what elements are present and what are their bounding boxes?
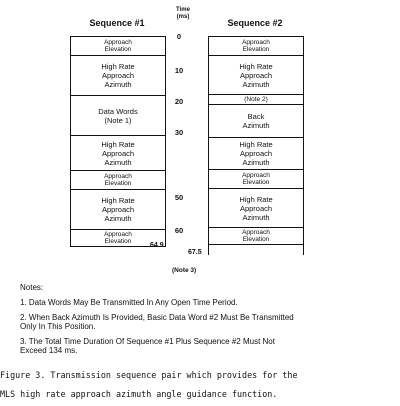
time-tick-30: 30 xyxy=(174,128,184,137)
segment-label-line: Approach xyxy=(101,205,135,214)
segment-label-line: (Note 2) xyxy=(244,95,268,103)
sequence-2-title: Sequence #2 xyxy=(227,18,283,28)
sequence-1-end-time: 64.9 xyxy=(150,242,164,249)
segment-label-line: Back xyxy=(247,112,265,121)
segment-label-line: Approach xyxy=(242,228,270,236)
seq1-segment-label xyxy=(101,196,134,223)
segment-label-line: Azimuth xyxy=(242,212,270,222)
segment-label-line: Azimuth xyxy=(242,158,270,167)
segment-label-line: High Rate xyxy=(239,194,273,204)
segment-label-line: Approach xyxy=(104,230,132,238)
time-unit: (ms) xyxy=(176,14,190,20)
time-tick-60: 60 xyxy=(174,226,184,235)
segment-label-line: Elevation xyxy=(104,238,132,245)
sequence-1-title: Sequence #1 xyxy=(89,18,145,28)
seq2-segment xyxy=(209,94,303,104)
seq1-segment-label xyxy=(101,140,134,167)
seq1-segment-label xyxy=(98,107,137,125)
segment-label-line: Azimuth xyxy=(242,79,270,89)
segment-label-line: Approach xyxy=(101,71,135,80)
segment-label-line: High Rate xyxy=(239,61,273,71)
segment-label-line: (Note 1) xyxy=(104,115,132,125)
seq1-segment xyxy=(71,135,165,170)
segment-label-line: Elevation xyxy=(104,46,132,53)
note-1: 1. Data Words May Be Transmitted In Any Open Time Period. xyxy=(20,298,238,307)
segment-label-line: Data Words xyxy=(98,106,138,116)
segment-label-line: Azimuth xyxy=(104,214,132,223)
segment-label-line: High Rate xyxy=(101,62,135,71)
seq1-segment xyxy=(71,95,165,135)
seq2-segment-label xyxy=(242,229,270,244)
time-label: Time xyxy=(176,7,190,13)
segment-label-line: Approach xyxy=(101,148,135,158)
segment-label-line: Approach xyxy=(242,38,270,46)
seq2-segment xyxy=(209,36,303,55)
segment-label-line: Elevation xyxy=(104,180,132,187)
figure-caption-line-2: MLS high rate approach azimuth angle guidance function. xyxy=(0,389,278,399)
segment-label-line: Approach xyxy=(239,203,273,213)
segment-label-line: Approach xyxy=(104,172,132,180)
segment-label-line: Approach xyxy=(242,171,270,179)
seq1-segment-label xyxy=(104,231,132,246)
time-axis-label xyxy=(168,7,198,21)
seq2-segment xyxy=(209,169,303,188)
segment-label-line: Approach xyxy=(239,149,273,158)
seq2-segment xyxy=(209,227,303,245)
seq2-segment xyxy=(209,104,303,137)
segment-label-line: Elevation xyxy=(242,179,270,186)
segment-label-line: Azimuth xyxy=(104,157,132,167)
seq1-segment-label xyxy=(104,173,132,188)
note-3-line-1: 3. The Total Time Duration Of Sequence #1 Plus Sequence #2 Must Not xyxy=(20,337,275,346)
time-tick-50: 50 xyxy=(174,193,184,202)
segment-label-line: Azimuth xyxy=(242,121,270,130)
time-tick-20: 20 xyxy=(174,97,184,106)
figure-caption-line-1: Figure 3. Transmission sequence pair which provides for the xyxy=(0,370,298,380)
notes-section xyxy=(20,283,392,355)
sequence-2-column xyxy=(208,36,304,255)
seq1-segment xyxy=(71,36,165,55)
seq2-segment-label xyxy=(239,140,272,167)
seq1-segment-label xyxy=(101,62,134,89)
time-tick-10: 10 xyxy=(174,66,184,75)
seq1-segment xyxy=(71,189,165,229)
segment-label-line: Approach xyxy=(239,70,273,80)
sequence-2-end-time: 67.5 xyxy=(188,249,202,256)
notes-heading: Notes: xyxy=(20,283,44,292)
note-2-line-1: 2. When Back Azimuth Is Provided, Basic Data Word #2 Must Be Transmitted xyxy=(20,313,294,322)
segment-label-line: Elevation xyxy=(242,236,270,243)
segment-label-line: Elevation xyxy=(242,46,270,53)
segment-label-line: High Rate xyxy=(101,139,135,149)
seq2-segment-label xyxy=(242,172,270,187)
seq2-segment-label xyxy=(242,39,270,54)
seq1-segment-label xyxy=(104,39,132,54)
seq2-segment xyxy=(209,137,303,169)
seq2-segment-label xyxy=(242,112,269,130)
segment-label-line: High Rate xyxy=(101,196,135,205)
segment-label-line: Azimuth xyxy=(104,80,132,89)
seq2-segment xyxy=(209,55,303,94)
seq1-segment xyxy=(71,55,165,95)
seq1-segment xyxy=(71,170,165,189)
note-3-label: (Note 3) xyxy=(172,267,197,274)
time-tick-0: 0 xyxy=(176,32,182,41)
segment-label-line: Approach xyxy=(104,38,132,46)
note-3-line-2: Exceed 134 ms. xyxy=(20,346,78,355)
seq2-segment-label xyxy=(239,62,272,89)
seq2-segment-label xyxy=(239,195,272,222)
note-2-line-2: Only In This Position. xyxy=(20,322,96,331)
segment-label-line: High Rate xyxy=(239,140,273,149)
seq2-segment xyxy=(209,188,303,227)
seq2-segment-label xyxy=(244,96,267,104)
sequence-1-column xyxy=(70,36,166,247)
